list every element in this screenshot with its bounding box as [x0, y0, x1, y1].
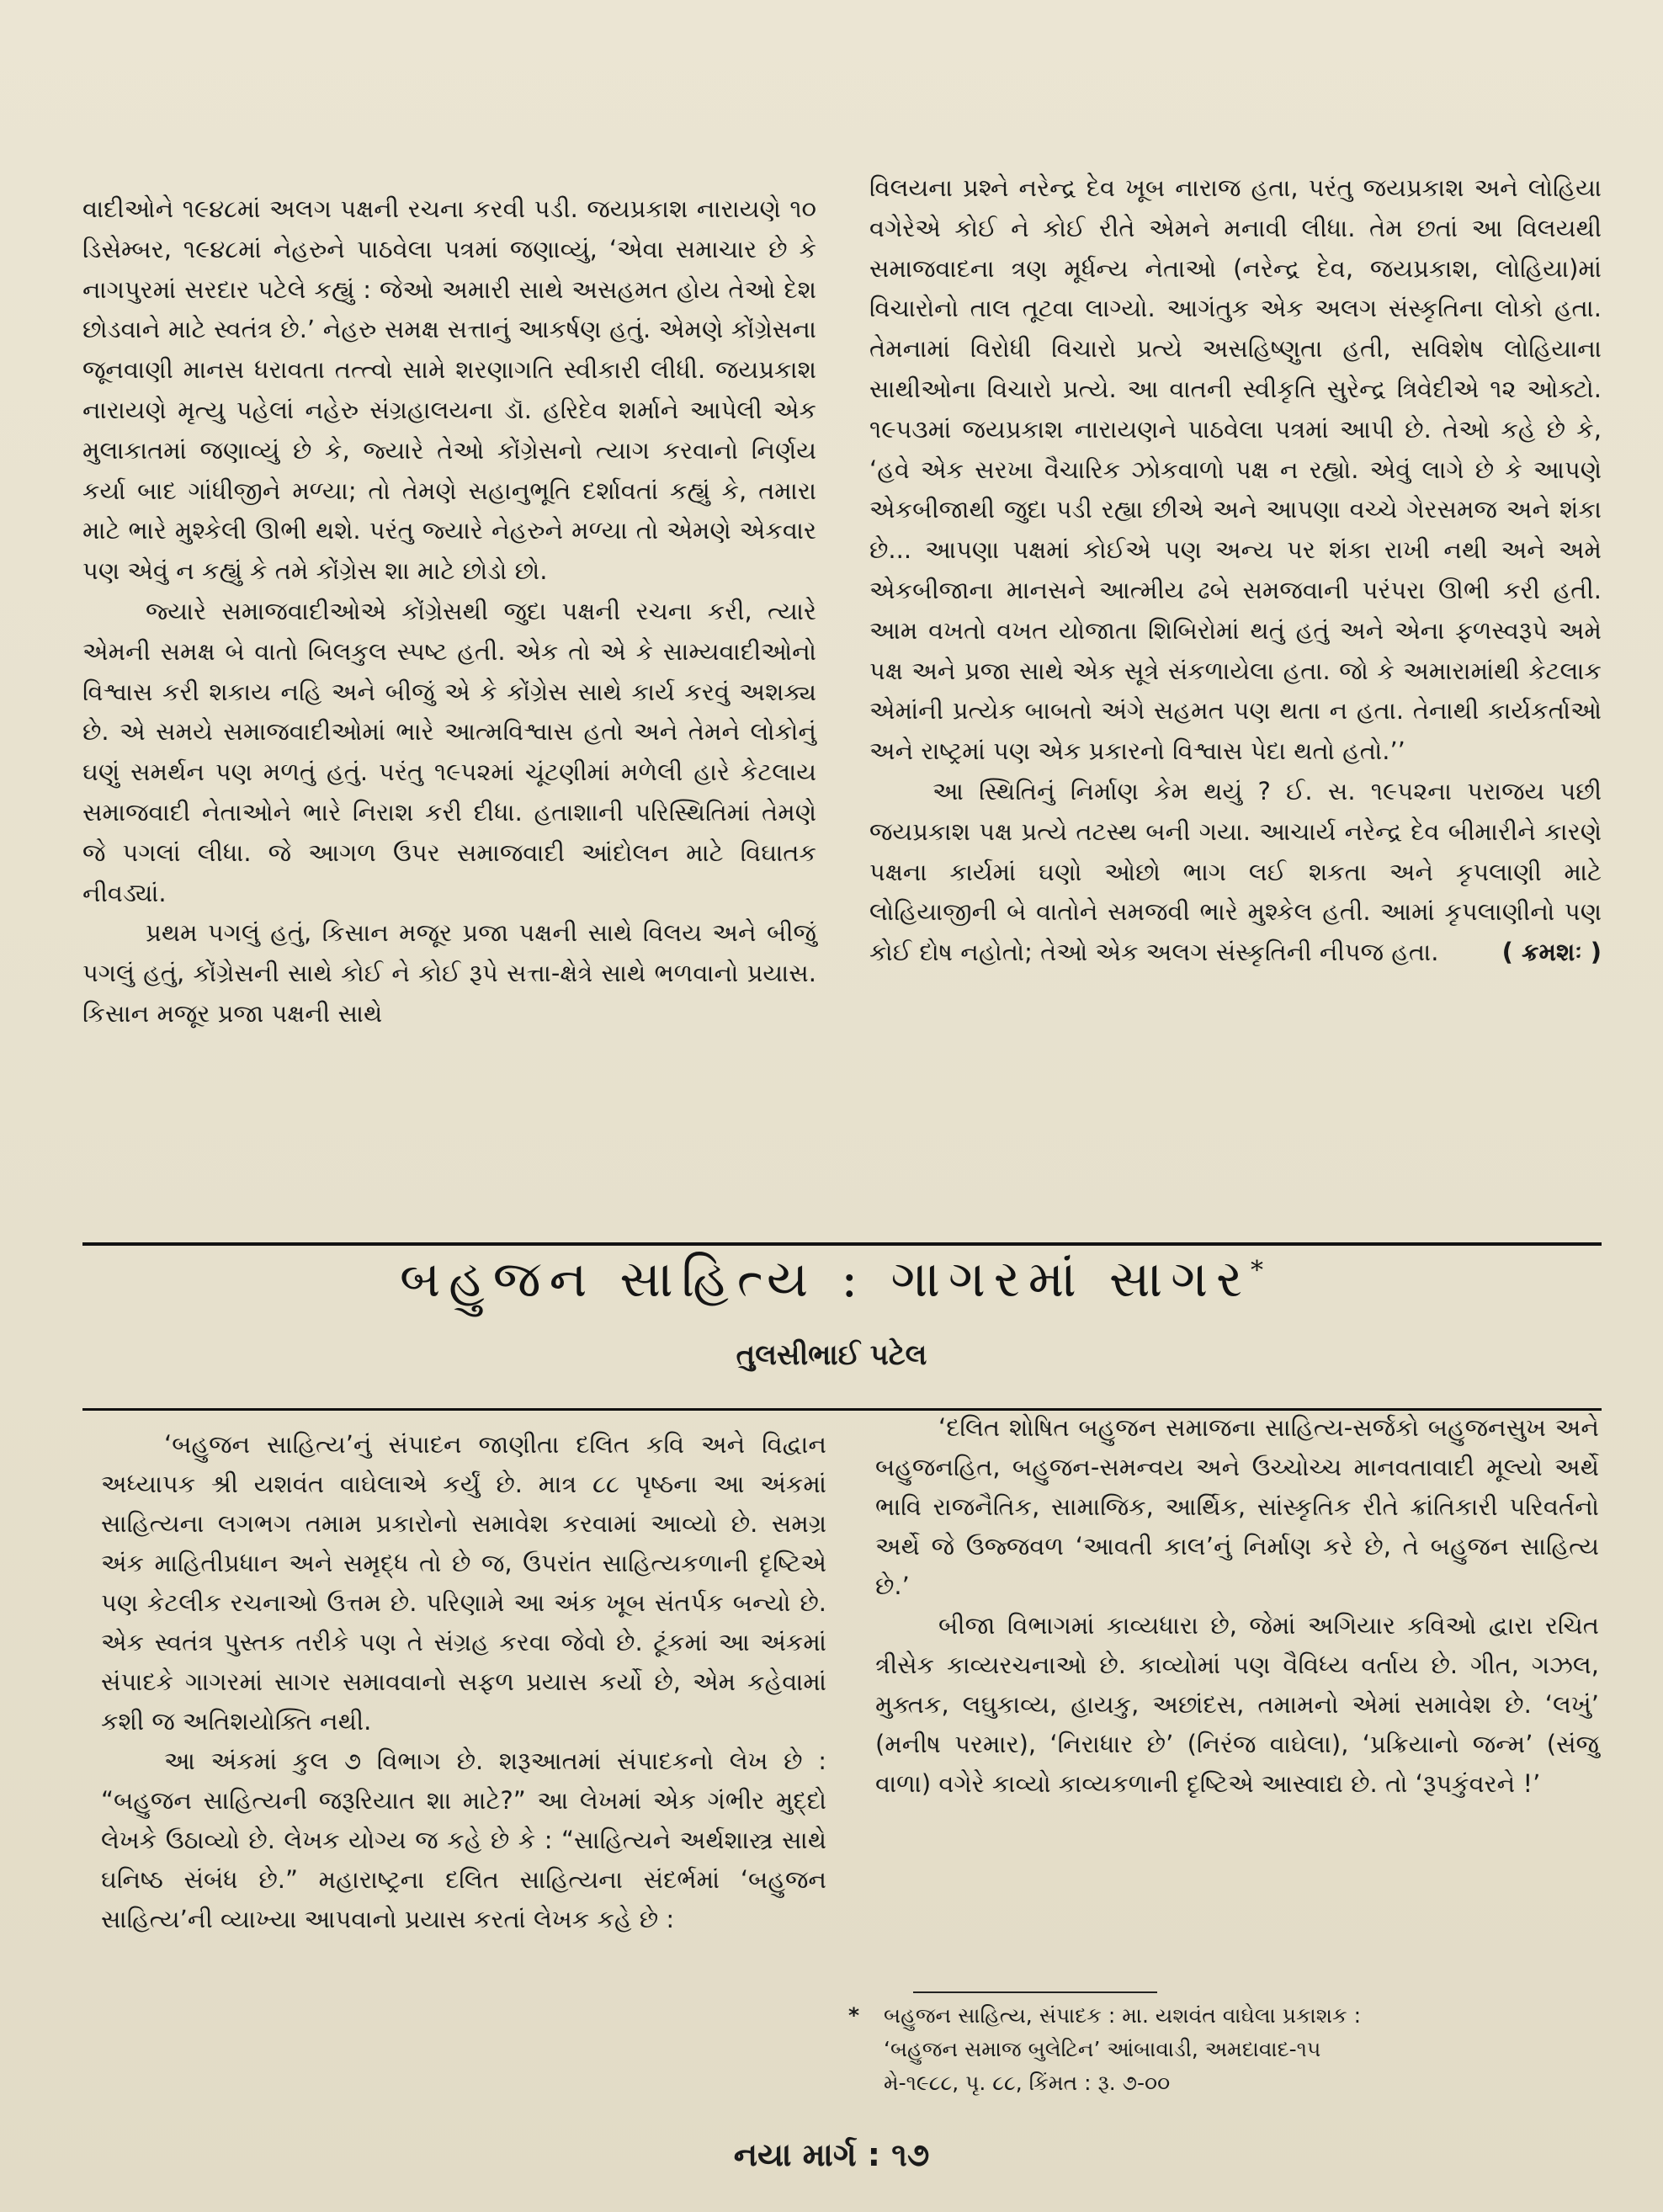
paragraph: વિલયના પ્રશ્ને નરેન્દ્ર દેવ ખૂબ નારાજ હતા, પરંતુ જયપ્રકાશ અને લોહિયા વગેરેએ કોઈ ને કોઈ રીતે એમને મનાવી લીધા. તેમ છતાં આ વિલયથી સમાજવાદના ત્રણ મૂર્ધન્ય નેતાઓ (નરેન્દ્ર દેવ, જયપ્રકાશ, લોહિયા)માં વિચારોનો તાલ તૂટવા લાગ્યો. આગંતુક એક અલગ સંસ્કૃતિના લોકો હતા. તેમનામાં વિરોધી વિચારો પ્રત્યે અસહિષ્ણુતા હતી, સવિશેષ લોહિયાના સાથીઓના વિચારો પ્રત્યે. આ વાતની સ્વીકૃતિ સુરેન્દ્ર ત્રિવેદીએ ૧૨ ઓક્ટો. ૧૯૫૩માં જયપ્રકાશ નારાયણને પાઠવેલા પત્રમાં આપી છે. તેઓ કહે છે કે, ‘હવે એક સરખા વૈચારિક ઝોકવાળો પક્ષ ન રહ્યો. એવું લાગે છે કે આપણે એકબીજાથી જુદા પડી રહ્યા છીએ અને આપણા વચ્ચે ગેરસમજ અને શંકા છે... આપણા પક્ષમાં કોઈએ પણ અન્ય પર શંકા રાખી નથી અને અમે એકબીજાના માનસને આત્મીય ઢબે સમજવાની પરંપરા ઊભી કરી હતી. આમ વખતો વખત યોજાતા શિબિરોમાં થતું હતું અને એના ફળસ્વરૂપે અમે પક્ષ અને પ્રજા સાથે એક સૂત્રે સંકળાયેલા હતા. જો કે અમારામાંથી કેટલાક એમાંની પ્રત્યેક બાબતો અંગે સહમત પણ થતા ન હતા. તેનાથી કાર્યકર્તાઓ અને રાષ્ટ્રમાં પણ એક પ્રકારનો વિશ્વાસ પેદા થતો હતો.’’ — [869, 173, 1602, 766]
paragraph: બીજા વિભાગમાં કાવ્યધારા છે, જેમાં અગિયાર કવિઓ દ્વારા રચિત ત્રીસેક કાવ્યરચનાઓ છે. કાવ્યોમાં પણ વૈવિધ્ય વર્તાય છે. ગીત, ગઝલ, મુક્તક, લઘુકાવ્ય, હાયકુ, અછાંદસ, તમામનો એમાં સમાવેશ છે. ‘લખું’ (મનીષ પરમાર), ‘નિરાધાર છે’ (નિરંજ વાઘેલા), ‘પ્રક્રિયાનો જન્મ’ (સંજુ વાળા) વગેરે કાવ્યો કાવ્યકળાની દૃષ્ટિએ આસ્વાદ્ય છે. તો ‘રૂપકુંવરને !’ — [875, 1611, 1599, 1798]
footnote-mark: * — [848, 2003, 860, 2028]
footnote-line: ‘બહુજન સમાજ બુલેટિન’ આંબાવાડી, અમદાવાદ-૧૫ — [884, 2037, 1321, 2061]
footnote-rule — [913, 1991, 1157, 1993]
footnote-line: બહુજન સાહિત્ય, સંપાદક : મા. યશવંત વાઘેલા પ્રકાશક : — [884, 2003, 1362, 2028]
paragraph: ‘બહુજન સાહિત્ય’નું સંપાદન જાણીતા દલિત કવિ અને વિદ્વાન અધ્યાપક શ્રી યશવંત વાઘેલાએ કર્યું છે. માત્ર ૮૮ પૃષ્ઠના આ અંકમાં સાહિત્યના લગભગ તમામ પ્રકારોનો સમાવેશ કરવામાં આવ્યો છે. સમગ્ર અંક માહિતીપ્રધાન અને સમૃદ્ધ તો છે જ, ઉપરાંત સાહિત્યકળાની દૃષ્ટિએ પણ કેટલીક રચનાઓ ઉત્તમ છે. પરિણામે આ અંક ખૂબ સંતર્પક બન્યો છે. એક સ્વતંત્ર પુસ્તક તરીકે પણ તે સંગ્રહ કરવા જેવો છે. ટૂંકમાં આ અંકમાં સંપાદકે ગાગરમાં સાગર સમાવવાનો સફળ પ્રયાસ કર્યો છે, એમ કહેવામાં કશી જ અતિશયોક્તિ નથી. — [101, 1430, 826, 1736]
article-author: તુલસીભાઈ પટેલ — [736, 1338, 927, 1372]
footnote — [848, 1999, 1582, 2100]
paragraph: ‘દલિત શોષિત બહુજન સમાજના સાહિત્ય-સર્જકો બહુજનસુખ અને બહુજનહિત, બહુજન-સમન્વય અને ઉચ્ચોચ્ચ માનવતાવાદી મૂલ્યો અર્થે ભાવિ રાજનૈતિક, સામાજિક, આર્થિક, સાંસ્કૃતિક રીતે ક્રાંતિકારી પરિવર્તનો અર્થે જે ઉજ્જવળ ‘આવતી કાલ’નું નિર્માણ કરે છે, તે બહુજન સાહિત્ય છે.’ — [875, 1413, 1599, 1600]
paragraph: વાદીઓને ૧૯૪૮માં અલગ પક્ષની રચના કરવી પડી. જયપ્રકાશ નારાયણે ૧૦ ડિસેમ્બર, ૧૯૪૮માં નેહરુને પાઠવેલા પત્રમાં જણાવ્યું, ‘એવા સમાચાર છે કે નાગપુરમાં સરદાર પટેલે કહ્યું : જેઓ અમારી સાથે અસહમત હોય તેઓ દેશ છોડવાને માટે સ્વતંત્ર છે.’ નેહરુ સમક્ષ સત્તાનું આકર્ષણ હતું. એમણે કોંગ્રેસના જૂનવાણી માનસ ધરાવતા તત્ત્વો સામે શરણાગતિ સ્વીકારી લીધી. જયપ્રકાશ નારાયણે મૃત્યુ પહેલાં નહેરુ સંગ્રહાલયના ડૉ. હરિદેવ શર્માને આપેલી એક મુલાકાતમાં જણાવ્યું છે કે, જ્યારે તેઓ કોંગ્રેસનો ત્યાગ કરવાનો નિર્ણય કર્યા બાદ ગાંધીજીને મળ્યા; તો તેમણે સહાનુભૂતિ દર્શાવતાં કહ્યું કે, તમારા માટે ભારે મુશ્કેલી ઊભી થશે. પરંતુ જ્યારે નેહરુને મળ્યા તો એમણે એકવાર પણ એવું ન કહ્યું કે તમે કોંગ્રેસ શા માટે છોડો છો. — [82, 194, 816, 586]
paragraph: આ સ્થિતિનું નિર્માણ કેમ થયું ? ઈ. સ. ૧૯૫૨ના પરાજય પછી જયપ્રકાશ પક્ષ પ્રત્યે તટસ્થ બની ગયા. આચાર્ય નરેન્દ્ર દેવ બીમારીને કારણે પક્ષના કાર્યમાં ઘણો ઓછો ભાગ લઈ શકતા અને કૃપલાણી માટે લોહિયાજીની બે વાતોને સમજવી ભારે મુશ્કેલ હતી. આમાં કૃપલાણીનો પણ કોઈ દોષ નહોતો; તેઓ એક અલગ સંસ્કૃતિની નીપજ હતા. ( ક્રમશઃ ) — [869, 772, 1602, 973]
paragraph: પ્રથમ પગલું હતું, કિસાન મજૂર પ્રજા પક્ષની સાથે વિલય અને બીજું પગલું હતું, કોંગ્રેસની સાથે કોઈ ને કોઈ રૂપે સત્તા-ક્ષેત્રે સાથે ભળવાનો પ્રયાસ. કિસાન મજૂર પ્રજા પક્ષની સાથે — [82, 918, 816, 1028]
paragraph: જ્યારે સમાજવાદીઓએ કોંગ્રેસથી જુદા પક્ષની રચના કરી, ત્યારે એમની સમક્ષ બે વાતો બિલકુલ સ્પષ્ટ હતી. એક તો એ કે સામ્યવાદીઓનો વિશ્વાસ કરી શકાય નહિ અને બીજું એ કે કોંગ્રેસ સાથે કાર્ય કરવું અશક્ય છે. એ સમયે સમાજવાદીઓમાં ભારે આત્મવિશ્વાસ હતો અને તેમને લોકોનું ઘણું સમર્થન પણ મળતું હતું. પરંતુ ૧૯૫૨માં ચૂંટણીમાં મળેલી હારે કેટલાય સમાજવાદી નેતાઓને ભારે નિરાશ કરી દીધા. હતાશાની પરિસ્થિતિમાં તેમણે જે પગલાં લીધા. જે આગળ ઉપર સમાજવાદી આંદોલન માટે વિઘાતક નીવડ્યાં. — [82, 596, 816, 907]
paragraph: આ અંકમાં કુલ ૭ વિભાગ છે. શરૂઆતમાં સંપાદકનો લેખ છે : “બહુજન સાહિત્યની જરૂરિયાત શા માટે?” આ લેખમાં એક ગંભીર મુદ્દો લેખકે ઉઠાવ્યો છે. લેખક યોગ્ય જ કહે છે કે : “સાહિત્યને અર્થશાસ્ત્ર સાથે ઘનિષ્ઠ સંબંધ છે.” મહારાષ્ટ્રના દલિત સાહિત્યના સંદર્ભમાં ‘બહુજન સાહિત્ય’ની વ્યાખ્યા આપવાનો પ્રયાસ કરતાં લેખક કહે છે : — [101, 1747, 826, 1933]
article2-right-column — [875, 1408, 1599, 1804]
article2-left-column — [101, 1425, 826, 1939]
article1-right-column — [869, 168, 1602, 973]
continued-marker: ( ક્રમશઃ ) — [1501, 938, 1602, 967]
title-footnote-mark: * — [1251, 1256, 1264, 1285]
section-divider — [82, 1242, 1602, 1246]
article1-left-column — [82, 189, 816, 1034]
article-title: બહુજન સાહિત્ય : ગાગરમાં સાગર* — [399, 1250, 1264, 1309]
footnote-line: મે-૧૯૮૮, પૃ. ૮૮, કિંમત : રૂ. ૭-૦૦ — [884, 2071, 1171, 2095]
page-footer: નયા માર્ગ : ૧૭ — [733, 2136, 930, 2173]
